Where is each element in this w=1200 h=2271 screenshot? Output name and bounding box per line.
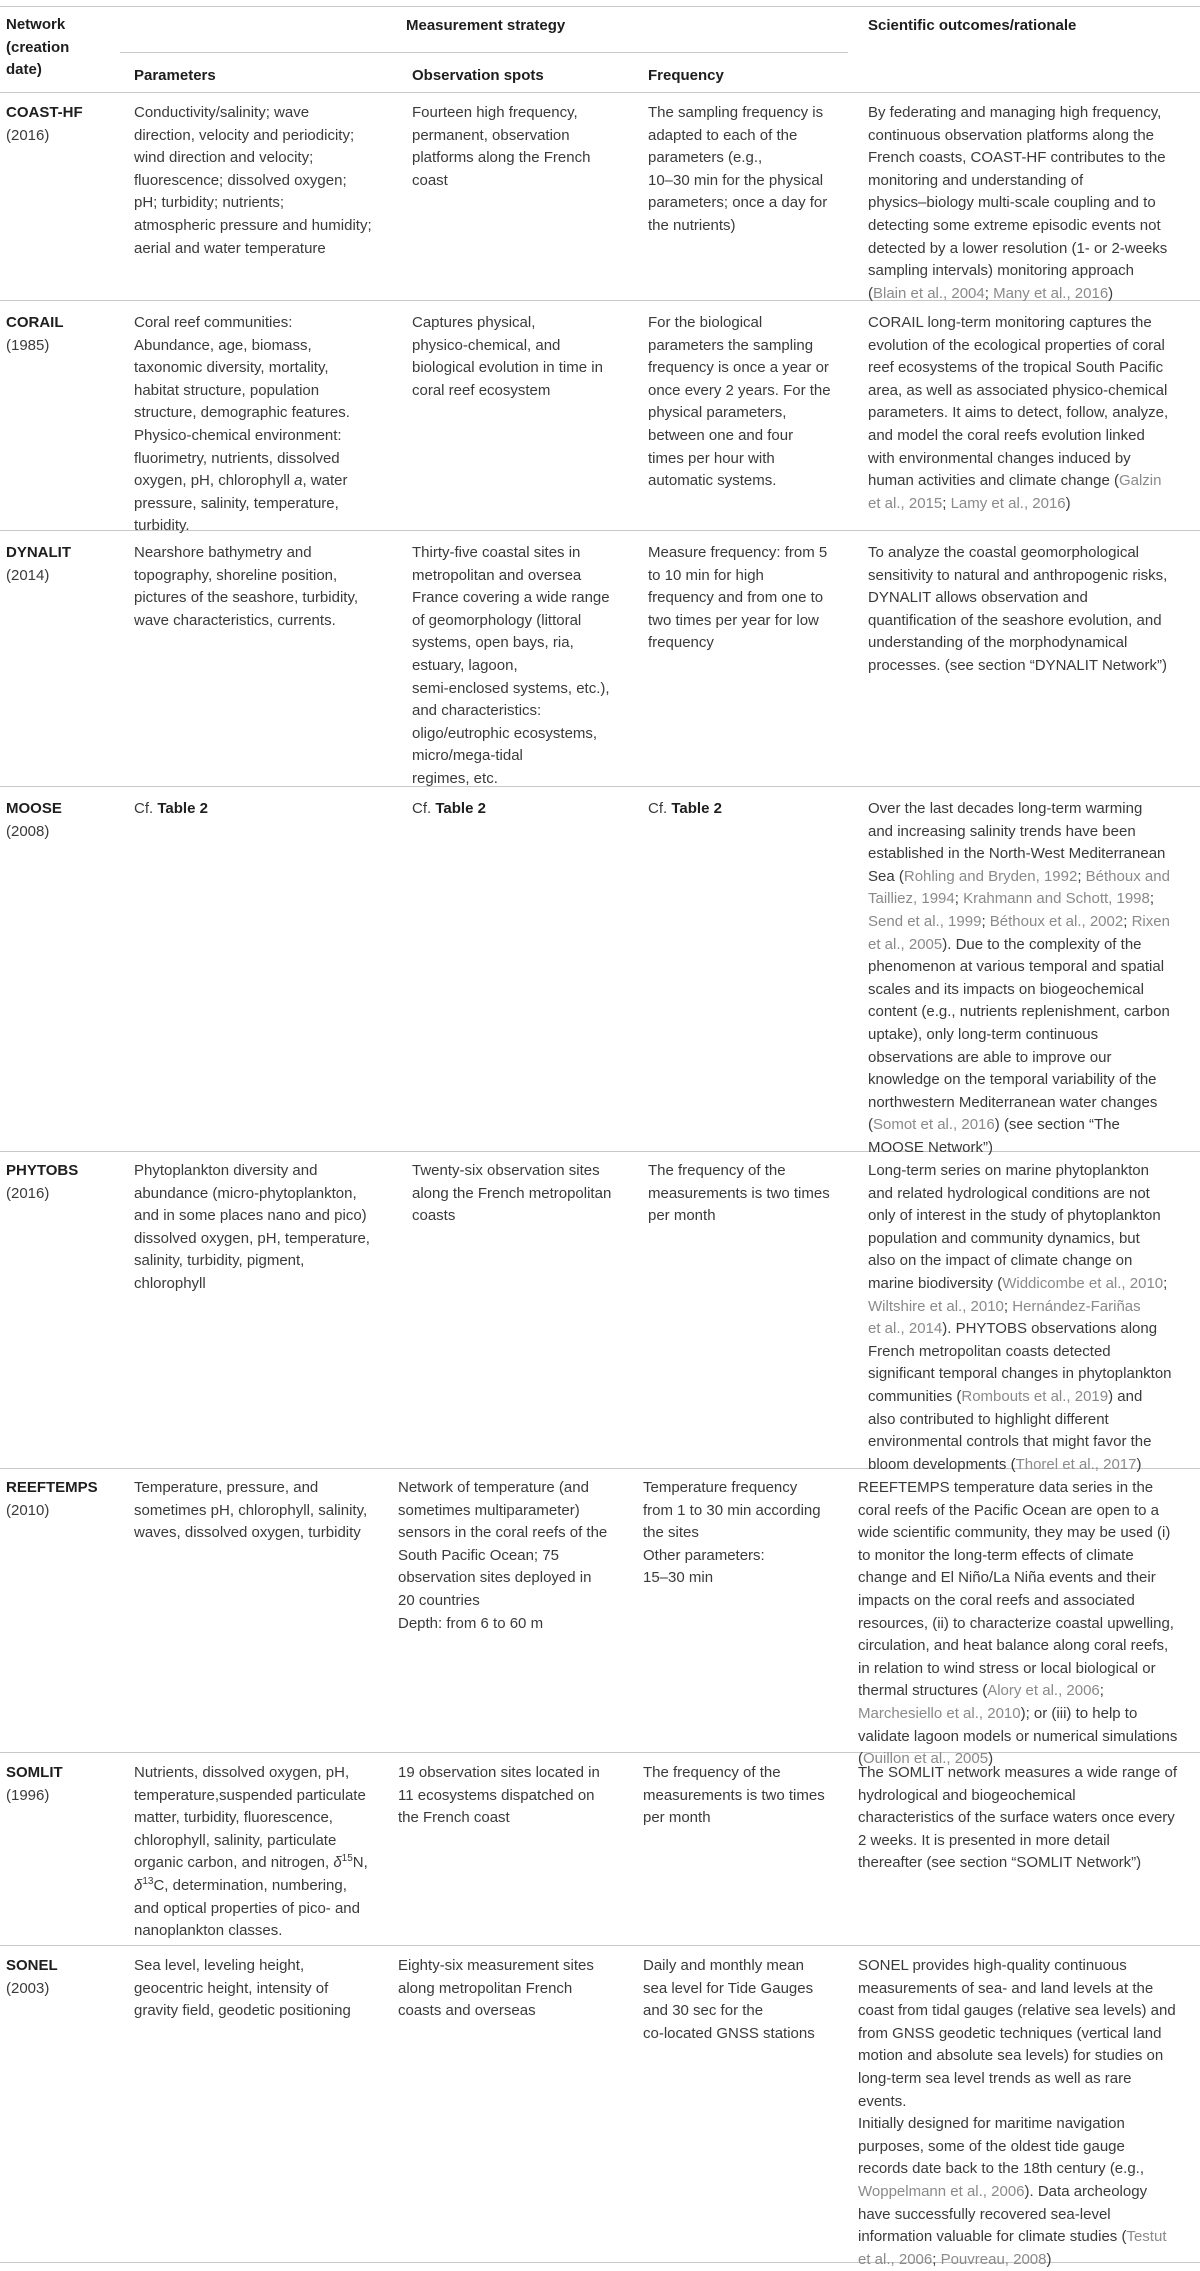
strategy-underline [120, 52, 848, 53]
row-dynalit-parameters: Nearshore bathymetry and topography, shoreline position, pictures of the seashore, turbidity, wave characteristics, currents. [134, 544, 359, 629]
row-reeftemps-network: REEFTEMPS (2010) [6, 1479, 98, 1519]
row-corail-frequency: For the biological parameters the sampling frequency is once a year or once every 2 years. For the physical parameters, between one and four times per hour with automatic systems. [648, 314, 831, 490]
row-corail-parameters: Coral reef communities: Abundance, age, biomass, taxonomic diversity, mortality, habitat structure, population structure, demographic features. Physico-chemical environment: fluorimetry, nutrients, dissolved oxygen, pH, chlorophyll a, water pressure, salinity, temperature, turbidity. [134, 314, 350, 535]
row-moose-frequency: Cf. Table 2 [648, 800, 722, 817]
row-reeftemps-frequency: Temperature frequency from 1 to 30 min according the sites Other parameters: 15–30 min [643, 1479, 821, 1587]
row-phytobs-frequency: The frequency of the measurements is two times per month [648, 1162, 830, 1225]
row-corail-spots: Captures physical, physico-chemical, and biological evolution in time in coral reef ecosystem [412, 314, 603, 399]
row-dynalit-frequency: Measure frequency: from 5 to 10 min for high frequency and from one to two times per year for low frequency [648, 544, 828, 652]
row-coast-hf-outcomes: By federating and managing high frequency, continuous observation platforms along the French coasts, COAST-HF contributes to the monitoring and understanding of physics–biology multi-scale coupling and to detecting some extreme episodic events not detected by a lower resolution (1- or 2-weeks sampling intervals) monitoring approach (Blain et al., 2004; Many et al., 2016) [868, 104, 1168, 302]
row-somlit-outcomes: The SOMLIT network measures a wide range of hydrological and biogeochemical characteristics of the surface waters once every 2 weeks. It is presented in more detail thereafter (see section “SOMLIT Network”) [858, 1764, 1178, 1872]
row-reeftemps-parameters: Temperature, pressure, and sometimes pH, chlorophyll, salinity, waves, dissolved oxygen, turbidity [134, 1479, 368, 1542]
row-corail-network: CORAIL (1985) [6, 314, 64, 354]
row-divider [0, 1945, 1200, 1946]
row-dynalit-spots: Thirty-five coastal sites in metropolitan and oversea France covering a wide range of geomorphology (littoral systems, open bays, ria, estuary, lagoon, semi-enclosed systems, etc.), and characteristics: oligo/eutrophic ecosystems, micro/mega-tidal regimes, etc. [412, 544, 610, 787]
row-dynalit-network: DYNALIT (2014) [6, 544, 71, 584]
header-spots: Observation spots [412, 67, 544, 84]
row-somlit-parameters: Nutrients, dissolved oxygen, pH, temperature,suspended particulate matter, turbidity, fluorescence, chlorophyll, salinity, particulate organic carbon, and nitrogen, $\delta^{15}N$, $\delta^{13}C$, determination, numbering, and optical properties of pico- and nanoplankton classes. [134, 1764, 368, 1940]
row-dynalit-outcomes: To analyze the coastal geomorphological sensitivity to natural and anthropogenic risks, DYNALIT allows observation and quantification of the seashore evolution, and understanding of the morphodynamical processes. (see section “DYNALIT Network”) [868, 544, 1168, 674]
row-reeftemps-outcomes: REEFTEMPS temperature data series in the coral reefs of the Pacific Ocean are open to a wide scientific community, they may be used (i) to monitor the long-term effects of climate change and El Niño/La Niña events and their impacts on the coral reefs and associated resources, (ii) to characterize coastal upwelling, circulation, and heat balance along coral reefs, in relation to wind stress or local biological or thermal structures (Alory et al., 2006; Marchesiello et al., 2010); or (iii) to help to validate lagoon models or numerical simulations (Ouillon et al., 2005) [858, 1479, 1178, 1768]
row-somlit-spots: 19 observation sites located in 11 ecosystems dispatched on the French coast [398, 1764, 600, 1827]
table-top-rule [0, 6, 1200, 7]
row-coast-hf-frequency: The sampling frequency is adapted to each of the parameters (e.g., 10–30 min for the physical parameters; once a day for the nutrients) [648, 104, 828, 234]
row-sonel-spots: Eighty-six measurement sites along metropolitan French coasts and overseas [398, 1957, 594, 2020]
header-strategy: Measurement strategy [406, 17, 566, 34]
header-outcomes: Scientific outcomes/rationale [868, 17, 1077, 34]
row-phytobs-parameters: Phytoplankton diversity and abundance (micro-phytoplankton, and in some places nano and pico) dissolved oxygen, pH, temperature, salinity, turbidity, pigment, chlorophyll [134, 1162, 370, 1292]
row-reeftemps-spots: Network of temperature (and sometimes multiparameter) sensors in the coral reefs of the South Pacific Ocean; 75 observation sites deployed in 20 countries Depth: from 6 to 60 m [398, 1479, 608, 1632]
row-sonel-network: SONEL (2003) [6, 1957, 58, 1997]
row-moose-spots: Cf. Table 2 [412, 800, 486, 817]
row-coast-hf-network: COAST-HF (2016) [6, 104, 83, 144]
row-coast-hf-parameters: Conductivity/salinity; wave direction, velocity and periodicity; wind direction and velocity; fluorescence; dissolved oxygen; pH; turbidity; nutrients; atmospheric pressure and humidity; aerial and water temperature [134, 104, 372, 257]
row-coast-hf-spots: Fourteen high frequency, permanent, observation platforms along the French coast [412, 104, 591, 189]
row-sonel-frequency: Daily and monthly mean sea level for Tide Gauges and 30 sec for the co-located GNSS stations [643, 1957, 815, 2042]
header-bottom-rule [0, 92, 1200, 93]
header-parameters: Parameters [134, 67, 216, 84]
row-moose-outcomes: Over the last decades long-term warming and increasing salinity trends have been established in the North-West Mediterranean Sea (Rohling and Bryden, 1992; Béthoux and Tailliez, 1994; Krahmann and Schott, 1998; Send et al., 1999; Béthoux et al., 2002; Rixen et al., 2005). Due to the complexity of the phenomenon at various temporal and spatial scales and its impacts on biogeochemical content (e.g., nutrients replenishment, carbon uptake), only long-term continuous observations are able to improve our knowledge on the temporal variability of the northwestern Mediterranean water changes (Somot et al., 2016) (see section “The MOOSE Network”) [868, 800, 1170, 1156]
row-corail-outcomes: CORAIL long-term monitoring captures the evolution of the ecological properties of coral reef ecosystems of the tropical South Pacific area, as well as associated physico-chemical parameters. It aims to detect, follow, analyze, and model the coral reefs evolution linked with environmental changes induced by human activities and climate change (Galzin et al., 2015; Lamy et al., 2016) [868, 314, 1169, 512]
header-network: Network (creation date) [6, 16, 70, 79]
row-somlit-frequency: The frequency of the measurements is two times per month [643, 1764, 825, 1827]
row-sonel-parameters: Sea level, leveling height, geocentric height, intensity of gravity field, geodetic positioning [134, 1957, 351, 2020]
row-sonel-outcomes: SONEL provides high-quality continuous measurements of sea- and land levels at the coast from tidal gauges (relative sea levels) and from GNSS geodetic techniques (vertical land motion and absolute sea levels) for studies on long-term sea level trends as well as rare events. Initially designed for maritime navigation purposes, some of the oldest tide gauge records date back to the 18th century (e.g., Woppelmann et al., 2006). Data archeology have successfully recovered sea-level information valuable for climate studies (Testut et al., 2006; Pouvreau, 2008) [858, 1957, 1176, 2268]
row-moose-parameters: Cf. Table 2 [134, 800, 208, 817]
row-moose-network: MOOSE (2008) [6, 800, 62, 840]
row-phytobs-network: PHYTOBS (2016) [6, 1162, 79, 1202]
row-somlit-network: SOMLIT (1996) [6, 1764, 63, 1804]
row-phytobs-outcomes: Long-term series on marine phytoplankton and related hydrological conditions are not only of interest in the study of phytoplankton population and community dynamics, but also on the impact of climate change on marine biodiversity (Widdicombe et al., 2010; Wiltshire et al., 2010; Hernández-Fariñas et al., 2014). PHYTOBS observations along French metropolitan coasts detected significant temporal changes in phytoplankton communities (Rombouts et al., 2019) and also contributed to highlight different environmental controls that might favor the bloom developments (Thorel et al., 2017) [868, 1162, 1172, 1473]
header-frequency: Frequency [648, 67, 724, 84]
row-phytobs-spots: Twenty-six observation sites along the French metropolitan coasts [412, 1162, 612, 1225]
